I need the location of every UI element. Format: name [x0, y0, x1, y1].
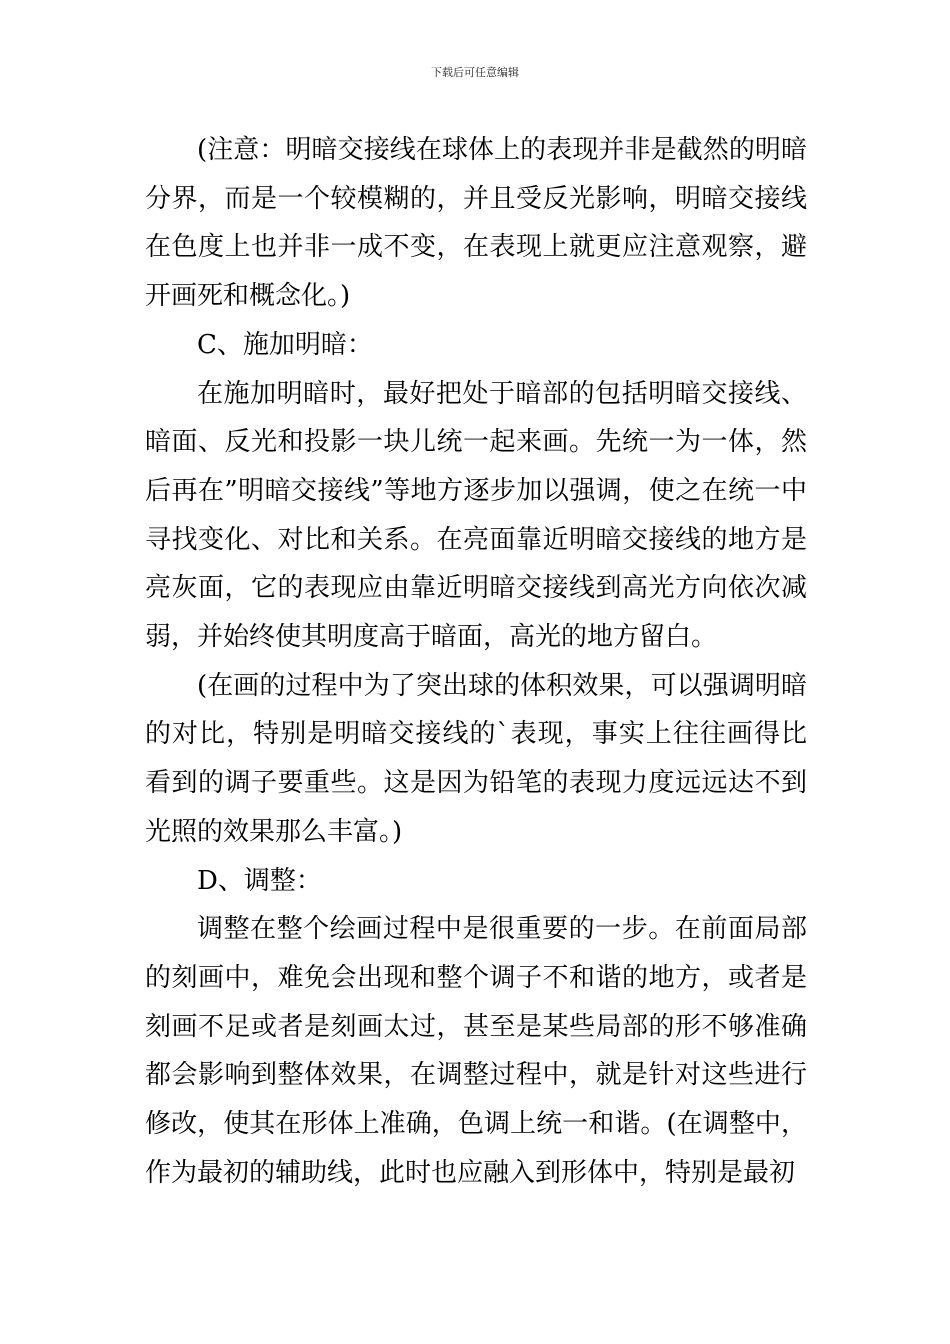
document-body: [145, 126, 807, 1197]
page-header: 下载后可任意编辑: [431, 66, 519, 79]
paragraph-adjustment: 调整在整个绘画过程中是很重要的一步。在前面局部的刻画中，难免会出现和整个调子不和谐的地方，或者是刻画不足或者是刻画太过，甚至是某些局部的形不够准确都会影响到整体效果，在调整过程中，就是针对这些进行修改，使其在形体上准确，色调上统一和谐。(在调整中，作为最初的辅助线，此时也应融入到形体中，特别是最初: [145, 914, 807, 1188]
paragraph-note-contrast: (在画的过程中为了突出球的体积效果，可以强调明暗的对比，特别是明暗交接线的`表现，事实上往往画得比看到的调子要重些。这是因为铅笔的表现力度远远达不到光照的效果那么丰富。): [145, 670, 807, 847]
section-heading-d: D、调整：: [197, 865, 322, 896]
paragraph-applying-shading: 在施加明暗时，最好把处于暗部的包括明暗交接线、暗面、反光和投影一块儿统一起来画。先统一为一体，然后再在”明暗交接线”等地方逐步加以强调，使之在统一中寻找变化、对比和关系。在亮面靠近明暗交接线的地方是亮灰面，它的表现应由靠近明暗交接线到高光方向依次减弱，并始终使其明度高于暗面，高光的地方留白。: [145, 378, 807, 653]
paragraph-note-terminator: (注意：明暗交接线在球体上的表现并非是截然的明暗分界，而是一个较模糊的，并且受反光影响，明暗交接线在色度上也并非一成不变，在表现上就更应注意观察，避开画死和概念化。): [145, 135, 807, 312]
section-heading-c: C、施加明暗：: [197, 329, 373, 360]
